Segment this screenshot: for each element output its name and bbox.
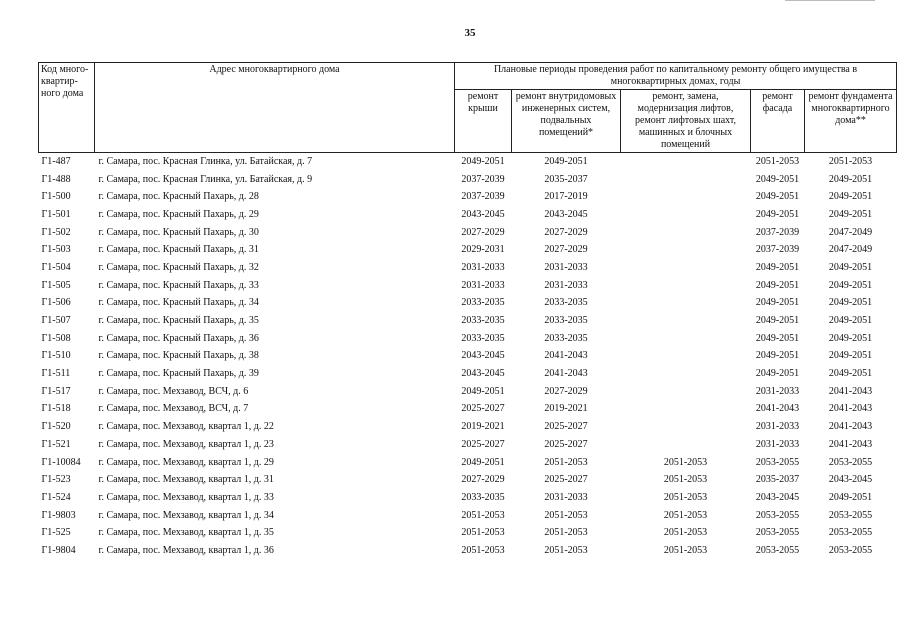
cell-foundation: 2049-2051 <box>828 191 873 203</box>
cell-foundation: 2043-2045 <box>828 474 873 486</box>
cell-roof: 2049-2051 <box>461 155 505 167</box>
cell-address: г. Самара, пос. Красный Пахарь, д. 28 <box>98 191 259 203</box>
cell-foundation: 2041-2043 <box>828 438 873 450</box>
cell-code: Г1-523 <box>41 474 71 486</box>
header-lifts: ремонт, замена, модернизация лифтов, ремонт лифтовых шахт, машинных и блочных помещений <box>621 90 751 153</box>
cell-systems: 2027-2029 <box>544 385 588 397</box>
cell-roof: 2051-2053 <box>461 509 505 521</box>
cell-code: Г1-508 <box>41 332 71 344</box>
table-row <box>39 171 897 189</box>
cell-lifts <box>621 188 751 206</box>
cell-address: г. Самара, пос. Красный Пахарь, д. 32 <box>98 261 259 273</box>
cell-roof: 2043-2045 <box>461 368 505 380</box>
cell-roof: 2033-2035 <box>461 297 505 309</box>
cell-lifts <box>621 312 751 330</box>
cell-address: г. Самара, пос. Мехзавод, квартал 1, д. 36 <box>98 544 274 556</box>
cell-code: Г1-488 <box>41 173 71 185</box>
cell-roof: 2051-2053 <box>461 527 505 539</box>
cell-systems: 2025-2027 <box>544 474 588 486</box>
cell-foundation: 2049-2051 <box>828 261 873 273</box>
cell-code: Г1-506 <box>41 297 71 309</box>
cell-roof: 2043-2045 <box>461 208 505 220</box>
cell-systems: 2041-2043 <box>544 368 588 380</box>
cell-systems: 2035-2037 <box>544 173 588 185</box>
cell-code: Г1-487 <box>41 155 71 167</box>
table-row <box>39 489 897 507</box>
header-foundation: ремонт фундамента многоквартирного дома** <box>805 90 897 153</box>
repair-schedule-table <box>38 62 897 560</box>
cell-roof: 2031-2033 <box>461 279 505 291</box>
cell-roof: 2051-2053 <box>461 544 505 556</box>
cell-facade: 2053-2055 <box>755 509 800 521</box>
cell-code: Г1-510 <box>41 350 71 362</box>
cell-address: г. Самара, пос. Красный Пахарь, д. 36 <box>98 332 259 344</box>
cell-facade: 2049-2051 <box>755 261 800 273</box>
table-row <box>39 312 897 330</box>
cell-foundation: 2041-2043 <box>828 385 873 397</box>
header-facade: ремонт фасада <box>751 90 805 153</box>
cell-facade: 2049-2051 <box>755 350 800 362</box>
cell-lifts <box>621 418 751 436</box>
table-row <box>39 330 897 348</box>
cell-lifts <box>621 383 751 401</box>
cell-facade: 2035-2037 <box>755 474 800 486</box>
cell-code: Г1-503 <box>41 244 71 256</box>
cell-code: Г1-525 <box>41 527 71 539</box>
cell-lifts: 2051-2053 <box>663 544 708 556</box>
cell-foundation: 2047-2049 <box>828 226 873 238</box>
cell-foundation: 2049-2051 <box>828 368 873 380</box>
cell-address: г. Самара, пос. Мехзавод, квартал 1, д. 29 <box>98 456 274 468</box>
cell-facade: 2031-2033 <box>755 421 800 433</box>
cell-code: Г1-517 <box>41 385 71 397</box>
cell-roof: 2033-2035 <box>461 315 505 327</box>
cell-roof: 2025-2027 <box>461 438 505 450</box>
cell-facade: 2053-2055 <box>755 456 800 468</box>
table-row <box>39 241 897 259</box>
table-header <box>39 63 897 153</box>
cell-facade: 2053-2055 <box>755 544 800 556</box>
cell-facade: 2049-2051 <box>755 208 800 220</box>
cell-systems: 2033-2035 <box>544 332 588 344</box>
cell-lifts: 2051-2053 <box>663 474 708 486</box>
table-row <box>39 542 897 560</box>
cell-foundation: 2049-2051 <box>828 332 873 344</box>
cell-address: г. Самара, пос. Красная Глинка, ул. Батайская, д. 9 <box>98 173 313 185</box>
table-row <box>39 153 897 171</box>
cell-lifts <box>621 206 751 224</box>
cell-systems: 2051-2053 <box>544 509 588 521</box>
cell-systems: 2031-2033 <box>544 279 588 291</box>
cell-lifts <box>621 295 751 313</box>
cell-lifts <box>621 153 751 171</box>
table-row <box>39 471 897 489</box>
cell-foundation: 2049-2051 <box>828 350 873 362</box>
table-body <box>39 153 897 560</box>
cell-foundation: 2053-2055 <box>828 456 873 468</box>
cell-lifts: 2051-2053 <box>663 509 708 521</box>
cell-systems: 2025-2027 <box>544 438 588 450</box>
cell-roof: 2033-2035 <box>461 332 505 344</box>
cell-address: г. Самара, пос. Мехзавод, квартал 1, д. 31 <box>98 474 274 486</box>
table-row <box>39 383 897 401</box>
cell-lifts: 2051-2053 <box>663 527 708 539</box>
cell-systems: 2049-2051 <box>544 155 588 167</box>
table-row <box>39 224 897 242</box>
cell-foundation: 2053-2055 <box>828 527 873 539</box>
cell-facade: 2043-2045 <box>755 491 800 503</box>
cell-foundation: 2049-2051 <box>828 173 873 185</box>
cell-address: г. Самара, пос. Красный Пахарь, д. 38 <box>98 350 259 362</box>
cell-lifts <box>621 171 751 189</box>
header-address: Адрес многоквартирного дома <box>95 63 455 153</box>
cell-roof: 2037-2039 <box>461 173 505 185</box>
cell-systems: 2033-2035 <box>544 315 588 327</box>
cell-facade: 2041-2043 <box>755 403 800 415</box>
cell-lifts <box>621 241 751 259</box>
cell-address: г. Самара, пос. Красный Пахарь, д. 39 <box>98 368 259 380</box>
cell-roof: 2025-2027 <box>461 403 505 415</box>
cell-code: Г1-501 <box>41 208 71 220</box>
cell-address: г. Самара, пос. Красный Пахарь, д. 33 <box>98 279 259 291</box>
cell-code: Г1-511 <box>41 368 71 380</box>
table-row <box>39 454 897 472</box>
cell-systems: 2019-2021 <box>544 403 588 415</box>
table-row <box>39 436 897 454</box>
cell-lifts <box>621 330 751 348</box>
cell-facade: 2049-2051 <box>755 315 800 327</box>
cell-facade: 2037-2039 <box>755 244 800 256</box>
cell-foundation: 2051-2053 <box>828 155 873 167</box>
cell-lifts: 2051-2053 <box>663 491 708 503</box>
cell-code: Г1-504 <box>41 261 71 273</box>
table-row <box>39 524 897 542</box>
cell-systems: 2041-2043 <box>544 350 588 362</box>
table-row <box>39 418 897 436</box>
header-periods: Плановые периоды проведения работ по капитальному ремонту общего имущества в многоквартирных домах, годы <box>455 63 897 90</box>
cell-address: г. Самара, пос. Красный Пахарь, д. 31 <box>98 244 259 256</box>
cell-lifts <box>621 277 751 295</box>
cell-address: г. Самара, пос. Красная Глинка, ул. Батайская, д. 7 <box>98 155 313 167</box>
cell-roof: 2027-2029 <box>461 474 505 486</box>
cell-systems: 2025-2027 <box>544 421 588 433</box>
cell-address: г. Самара, пос. Красный Пахарь, д. 30 <box>98 226 259 238</box>
cell-foundation: 2049-2051 <box>828 208 873 220</box>
cell-systems: 2051-2053 <box>544 544 588 556</box>
cell-foundation: 2041-2043 <box>828 403 873 415</box>
cell-facade: 2053-2055 <box>755 527 800 539</box>
cell-lifts <box>621 401 751 419</box>
table-row <box>39 507 897 525</box>
cell-facade: 2049-2051 <box>755 368 800 380</box>
page-number: 35 <box>464 27 476 39</box>
cell-foundation: 2049-2051 <box>828 297 873 309</box>
cell-foundation: 2041-2043 <box>828 421 873 433</box>
cell-code: Г1-521 <box>41 438 71 450</box>
cell-address: г. Самара, пос. Мехзавод, квартал 1, д. 34 <box>98 509 274 521</box>
cell-lifts <box>621 348 751 366</box>
table-row <box>39 365 897 383</box>
cell-facade: 2049-2051 <box>755 332 800 344</box>
cell-address: г. Самара, пос. Мехзавод, квартал 1, д. 22 <box>98 421 274 433</box>
header-systems: ремонт внутридомовых инженерных систем, подвальных помещений* <box>512 90 621 153</box>
cell-lifts: 2051-2053 <box>663 456 708 468</box>
table-row <box>39 206 897 224</box>
cell-roof: 2027-2029 <box>461 226 505 238</box>
cell-code: Г1-518 <box>41 403 71 415</box>
cell-foundation: 2049-2051 <box>828 315 873 327</box>
cell-roof: 2033-2035 <box>461 491 505 503</box>
table-row <box>39 277 897 295</box>
cell-address: г. Самара, пос. Мехзавод, квартал 1, д. 23 <box>98 438 274 450</box>
cell-address: г. Самара, пос. Мехзавод, ВСЧ, д. 6 <box>98 385 249 397</box>
cell-roof: 2043-2045 <box>461 350 505 362</box>
table-row <box>39 348 897 366</box>
cell-roof: 2029-2031 <box>461 244 505 256</box>
cell-address: г. Самара, пос. Мехзавод, квартал 1, д. 33 <box>98 491 274 503</box>
cell-facade: 2049-2051 <box>755 279 800 291</box>
cell-lifts <box>621 365 751 383</box>
cell-facade: 2049-2051 <box>755 191 800 203</box>
scan-edge-line <box>785 0 875 1</box>
cell-foundation: 2053-2055 <box>828 544 873 556</box>
cell-facade: 2031-2033 <box>755 385 800 397</box>
cell-address: г. Самара, пос. Мехзавод, ВСЧ, д. 7 <box>98 403 249 415</box>
cell-facade: 2049-2051 <box>755 297 800 309</box>
cell-address: г. Самара, пос. Красный Пахарь, д. 35 <box>98 315 259 327</box>
cell-code: Г1-500 <box>41 191 71 203</box>
cell-facade: 2031-2033 <box>755 438 800 450</box>
cell-roof: 2031-2033 <box>461 261 505 273</box>
cell-foundation: 2049-2051 <box>828 279 873 291</box>
cell-address: г. Самара, пос. Красный Пахарь, д. 29 <box>98 208 259 220</box>
cell-lifts <box>621 224 751 242</box>
cell-lifts <box>621 436 751 454</box>
cell-systems: 2027-2029 <box>544 244 588 256</box>
cell-code: Г1-524 <box>41 491 71 503</box>
table-row <box>39 188 897 206</box>
cell-systems: 2031-2033 <box>544 491 588 503</box>
cell-roof: 2019-2021 <box>461 421 505 433</box>
cell-code: Г1-520 <box>41 421 71 433</box>
cell-systems: 2051-2053 <box>544 527 588 539</box>
table-row <box>39 401 897 419</box>
cell-foundation: 2047-2049 <box>828 244 873 256</box>
table-row <box>39 295 897 313</box>
cell-code: Г1-10084 <box>41 456 81 468</box>
cell-systems: 2051-2053 <box>544 456 588 468</box>
cell-systems: 2031-2033 <box>544 261 588 273</box>
header-code: Код много-квартир-ного дома <box>39 63 95 153</box>
cell-code: Г1-502 <box>41 226 71 238</box>
cell-code: Г1-507 <box>41 315 71 327</box>
cell-facade: 2037-2039 <box>755 226 800 238</box>
cell-address: г. Самара, пос. Мехзавод, квартал 1, д. 35 <box>98 527 274 539</box>
cell-systems: 2043-2045 <box>544 208 588 220</box>
cell-facade: 2051-2053 <box>755 155 800 167</box>
cell-code: Г1-9804 <box>41 544 76 556</box>
cell-foundation: 2053-2055 <box>828 509 873 521</box>
cell-address: г. Самара, пос. Красный Пахарь, д. 34 <box>98 297 259 309</box>
cell-systems: 2017-2019 <box>544 191 588 203</box>
cell-code: Г1-9803 <box>41 509 76 521</box>
cell-roof: 2049-2051 <box>461 456 505 468</box>
cell-roof: 2049-2051 <box>461 385 505 397</box>
cell-code: Г1-505 <box>41 279 71 291</box>
header-roof: ремонт крыши <box>455 90 512 153</box>
cell-foundation: 2049-2051 <box>828 491 873 503</box>
cell-systems: 2033-2035 <box>544 297 588 309</box>
cell-systems: 2027-2029 <box>544 226 588 238</box>
table-row <box>39 259 897 277</box>
cell-lifts <box>621 259 751 277</box>
cell-facade: 2049-2051 <box>755 173 800 185</box>
cell-roof: 2037-2039 <box>461 191 505 203</box>
